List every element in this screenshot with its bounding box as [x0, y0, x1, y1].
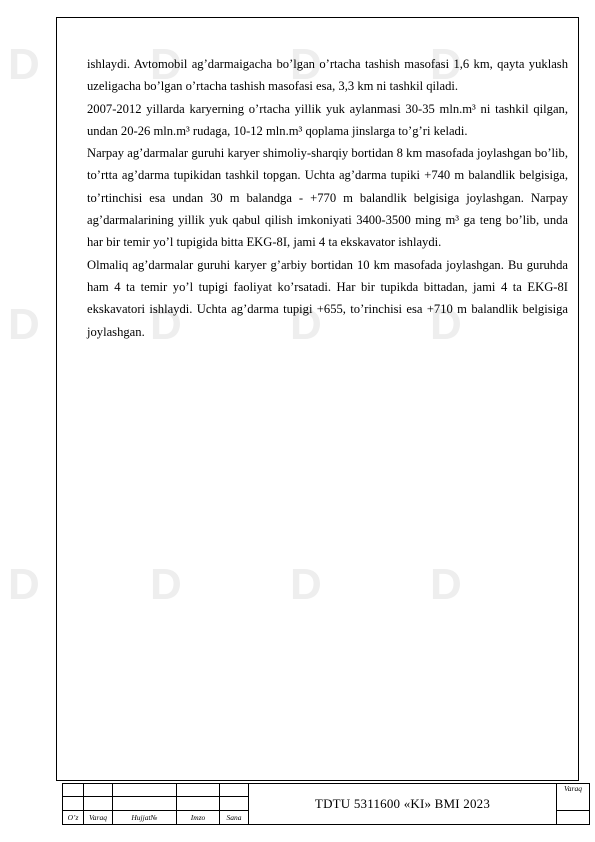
label-imzo: Imzo: [177, 811, 220, 825]
watermark-glyph: D: [8, 40, 40, 89]
watermark-glyph: D: [150, 300, 182, 349]
sheet-number: [557, 811, 590, 825]
sheet-label: Varaq: [557, 784, 590, 811]
paragraph: 2007-2012 yillarda karyerning o’rtacha yillik yuk aylanmasi 30-35 mln.m³ ni tashkil qilgan, undan 20-26 mln.m³ rudaga, 10-12 mln.m³ qoplama jinslarga to’g’ri keladi.: [87, 101, 568, 138]
watermark-glyph: D: [150, 560, 182, 609]
paragraph: ishlaydi. Avtomobil ag’darmaigacha bo’lgan o’rtacha tashish masofasi 1,6 km, qayta yuklash uzeligacha bo’lgan o’rtacha tashish masofasi esa, 3,3 km ni tashkil qiladi.: [87, 57, 568, 94]
label-hujjat: Hujjat№: [113, 811, 177, 825]
paragraph: Olmaliq ag’darmalar guruhi karyer g’arbiy bortidan 10 km masofada joylashgan. Bu guruhda ham 4 ta temir yo’l tupigi faoliyat ko’rsatadi. Har bir tupikda bittadan, jami 4 ta EKG-8I ekskavatori ishlaydi. Uchta ag’darma tupigi +655, to’rinchisi esa +710 m balandlik belgisiga joylashgan.: [87, 257, 568, 339]
watermark-glyph: D: [8, 560, 40, 609]
watermark-glyph: D: [290, 40, 322, 89]
watermark-glyph: D: [430, 560, 462, 609]
label-oz: O’z: [63, 811, 84, 825]
watermark-glyph: D: [290, 560, 322, 609]
watermark-glyph: D: [430, 40, 462, 89]
document-title: TDTU 5311600 «KI» BMI 2023: [249, 784, 557, 825]
watermark-glyph: D: [150, 40, 182, 89]
title-block: [62, 783, 589, 824]
label-sana: Sana: [220, 811, 249, 825]
paragraph: Narpay ag’darmalar guruhi karyer shimoliy-sharqiy bortidan 8 km masofada joylashgan bo’lib, to’rtta ag’darma tupikidan tashkil topgan. Uchta ag’darma tupiki +740 m balandlik belgisiga, to’rtinchisi esa undan 30 m balandga - +770 m balandlik belgisiga joylashgan. Narpay ag’darmalarining yillik yuk qabul qilish imkoniyati 3400-3500 ming m³ ga teng bo’lib, unda har bir temir yo’l tupigida bitta EKG-8I, jami 4 ta ekskavator ishlaydi.: [87, 146, 568, 250]
watermark-glyph: D: [290, 300, 322, 349]
document-body: [87, 53, 568, 343]
watermark-glyph: D: [8, 300, 40, 349]
watermark-glyph: D: [430, 300, 462, 349]
label-varaq: Varaq: [84, 811, 113, 825]
